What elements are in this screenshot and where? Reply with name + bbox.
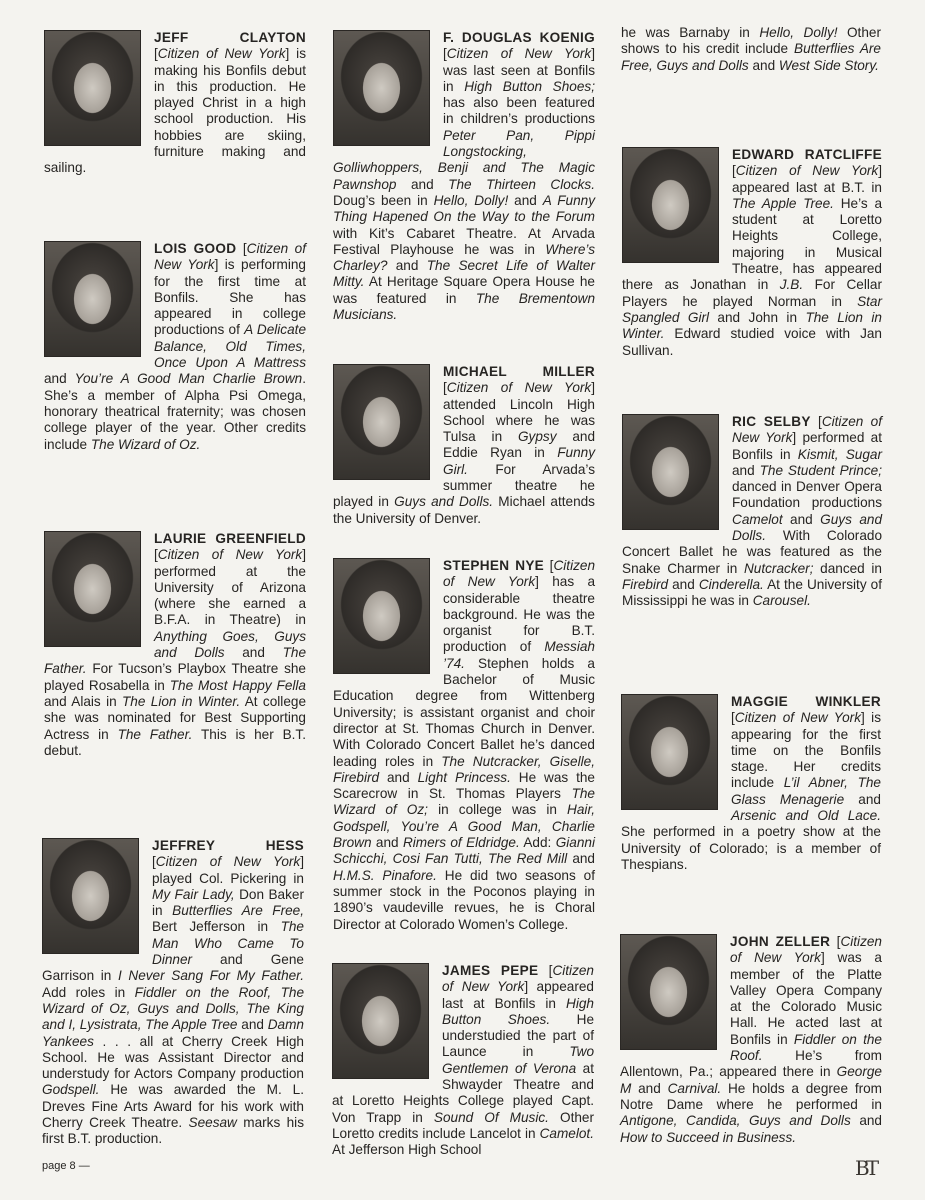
title-italic: Butterflies Are Free, Guys and Dolls [621,41,881,73]
bio-segment: Add: [519,835,556,851]
bio-segment: at Shwayder Theatre and at Loretto Heights College played Capt. Von Trapp in [332,1060,594,1125]
bio-segment: ] is appearing for the first time on the Bonfils stage. Her credits include [731,710,882,791]
bio-segment: He holds a degree from Notre Dame where he performed in [620,1080,883,1112]
bio-segment: [ [818,414,822,429]
title-italic: Kismit, Sugar [797,446,882,462]
actor-name: STEPHEN NYE [443,558,545,573]
bio-segment: [ [836,934,841,949]
bio-segment: He did two seasons of summer stock in the Poconos playing in 1890’s vaudeville revues, he is Choral Director at Colorado Women’s College. [333,867,595,932]
bio-segment: and Alais in [44,693,122,709]
bio-segment: ] has a considerable theatre background. He was the organist for B.T. production of [443,574,596,655]
bio-segment: ] is making his Bonfils debut in this production. He played Christ in a high school production. His hobbies are skiing, furniture making and sailing. [44,46,307,176]
bio-segment: Edward studied voice with Jan Sullivan. [622,326,882,358]
bio-segment: and [732,462,760,478]
bio-segment: and [668,576,699,592]
title-italic: Rimers of Eldridge. [402,835,520,851]
title-italic: Light Princess. [417,769,511,785]
headshot-photo [621,694,718,810]
title-italic: Carnival. [667,1080,722,1096]
title-italic: Godspell. [42,1082,100,1098]
bio-segment: She performed in a poetry show at the University of Colorado; is a member of Thespians. [621,824,881,872]
bio-segment: ] appeared last at B.T. in [732,163,882,195]
title-italic: I Never Sang For My Father. [117,968,304,984]
cast-bio [622,414,882,610]
headshot-photo [44,30,141,146]
title-italic: West Side Story. [778,57,879,73]
bio-segment: and [44,371,75,387]
bio-segment: [ [242,241,247,256]
bio-segment: He’s a student at Loretto Heights College, majoring in Musical Theatre, has appeared there as Jonathan in [622,195,882,293]
bio-segment: . She’s a member of Alpha Psi Omega, honorary theatrical fraternity; was chosen college player of the year. Other credits include [44,371,306,452]
bio-segment: in college was in [427,802,568,818]
cast-bio [44,241,306,453]
bio-segment: with Kit’s Cabaret Theatre. At Arvada Festival Playhouse he was in [333,225,595,257]
bio-segment: and Eddie Ryan in [443,429,595,461]
bio-segment: and [379,769,418,785]
title-italic: Sound Of Music. [433,1109,549,1125]
title-italic: Guys and Dolls. [732,511,883,544]
bio-segment: ] played Col. Pickering in [152,854,304,886]
cast-bio [620,934,882,1146]
cast-bio [42,838,304,1148]
bio-segment: [ [443,380,447,396]
cast-bio [44,30,306,177]
title-italic: The Wizard of Oz. [90,436,201,452]
title-italic: Firebird [622,576,669,592]
title-italic: High Button Shoes; [464,78,596,94]
bio-segment: ] was last seen at Bonfils in [443,46,595,94]
bio-segment: Other shows to his credit include [621,25,881,57]
bio-segment: and [396,176,449,192]
actor-name: RIC SELBY [732,414,811,429]
bt-logo: BT [855,1156,876,1180]
title-italic: Star Spangled Girl [622,293,882,325]
bio-segment: At Jefferson High School [332,1142,482,1158]
bio-segment: At college she was nominated for Best Supporting Actress in [44,693,307,742]
title-italic: Citizen of New York [157,46,286,62]
title-italic: A Funny Thing Hapened On the Way to the Forum [333,192,595,225]
title-italic: Hello, Dolly! [433,192,509,208]
bio-segment: [ [549,558,554,573]
title-italic: Citizen of New York [157,547,303,563]
cast-bio [44,531,306,759]
actor-name: JAMES PEPE [442,963,539,978]
headshot-photo [44,531,141,647]
bio-segment: ] appeared last at Bonfils in [442,979,594,1011]
bio-segment: ] is performing for the first time at Bonfils. She has appeared in college productions of [154,257,306,338]
bio-segment: and [387,258,427,274]
cast-bio [333,30,595,323]
title-italic: L’il Abner, The Glass Menagerie [731,775,881,807]
title-italic: Gianni Schicchi, Cosi Fan Tutti, The Red Mill [333,835,595,867]
actor-name: MAGGIE WINKLER [731,694,881,709]
headshot-photo [44,241,141,357]
title-italic: Cinderella. [698,576,764,592]
bio-segment: and John in [709,309,806,325]
bio-segment: and [508,192,543,208]
bio-segment: and [371,835,403,851]
title-italic: Citizen of New York [732,414,882,446]
actor-name: EDWARD RATCLIFFE [732,147,882,162]
cast-bio [332,963,594,1159]
title-italic: Citizen of New York [734,710,862,726]
headshot-photo [333,30,430,146]
cast-bio [333,558,595,933]
title-italic: Funny Girl. [443,445,595,477]
title-italic: Two Gentlemen of Verona [442,1044,594,1076]
bio-segment: Stephen holds a Bachelor of Music Education degree from Wittenberg University; is assistant organist and choir director at St. Thomas Church in Denver. With Colorado Concert Ballet he’s danced leading roles in [333,655,595,769]
headshot-photo [620,934,717,1050]
bio-segment: For Tucson’s Playbox Theatre she played Rosabella in [44,661,306,693]
title-italic: H.M.S. Pinafore. [333,867,437,883]
actor-name: JEFF CLAYTON [154,30,306,45]
title-italic: The Secret Life of Walter Mitty. [333,258,596,290]
bio-segment: Add roles in [42,984,135,1000]
bio-segment: and [850,1113,882,1129]
title-italic: Where’s Charley? [333,241,595,274]
title-italic: Messiah ’74. [443,639,595,671]
bio-segment: and [567,851,595,867]
page-number: page 8 — [42,1160,90,1172]
bio-segment: He was the Scarecrow in St. Thomas Players [333,769,595,802]
title-italic: Damn Yankees [42,1017,304,1049]
bio-segment: ] performed at the University of Arizona (where she earned a B.F.A. in Theatre) in [154,547,306,628]
title-italic: Citizen of New York [154,241,306,273]
bio-segment: [ [154,46,158,62]
bio-text [621,25,881,74]
bio-segment: Bert Jefferson in [152,919,281,935]
bio-segment: and [844,791,881,807]
title-italic: You’re A Good Man Charlie Brown [74,371,303,387]
title-italic: The Father. [44,645,307,677]
title-italic: The Nutcracker, Giselle, Firebird [333,753,595,785]
actor-name: JOHN ZELLER [730,934,831,949]
headshot-photo [332,963,429,1079]
actor-name: MICHAEL MILLER [443,364,595,379]
cast-bio [621,694,881,873]
cast-bio [622,147,882,359]
title-italic: Citizen of New York [442,963,594,995]
title-italic: J.B. [779,277,804,293]
title-italic: Peter Pan, Pippi Longstocking, Golliwhoppers, Benji and The Magic Pawnshop [333,127,595,192]
bio-segment: This is her B.T. debut. [44,726,306,758]
bio-segment: and [782,511,821,527]
title-italic: Fiddler on the Roof. [730,1031,882,1064]
title-italic: The Student Prince; [759,462,882,478]
bio-segment: Other Loretto credits include Lancelot in [332,1109,594,1141]
title-italic: Camelot [732,511,783,527]
title-italic: Hello, Dolly! [759,25,838,40]
title-italic: Citizen of New York [155,854,301,870]
title-italic: Citizen of New York [735,163,879,179]
bio-segment: marks his first B.T. production. [42,1115,304,1147]
title-italic: Nutcracker; [743,560,814,576]
bio-segment: At the University of Mississippi he was in [622,576,882,609]
title-italic: A Delicate Balance, Old Times, Once Upon A Mattress [154,322,307,371]
headshot-photo [333,558,430,674]
bio-segment: [ [548,963,553,978]
actor-name: F. DOUGLAS KOENIG [443,30,595,45]
title-italic: My Fair Lady, [152,886,235,902]
bio-segment: and [237,1017,268,1033]
bio-segment: Michael attends the University of Denver. [333,494,595,526]
bio-segment: For Arvada’s summer theatre he played in [333,461,595,510]
bio-segment: At Heritage Square Opera House he was featured in [333,274,595,306]
bio-segment: danced in [813,560,882,576]
bio-segment: [ [154,547,158,563]
bio-segment: danced in Denver Opera Foundation productions [732,479,882,511]
actor-name: LAURIE GREENFIELD [154,531,306,546]
title-italic: The Apple Tree. [732,195,834,211]
title-italic: Guys and Dolls. [394,494,494,510]
title-italic: How to Succeed in Business. [620,1129,797,1145]
title-italic: High Button Shoes. [442,995,594,1027]
bio-segment: and [224,645,283,661]
bio-segment: and [748,57,779,73]
title-italic: Fiddler on the Roof, The Wizard of Oz, Guys and Dolls, The King and I, Lysistrata, The Apple Tree [42,984,304,1033]
title-italic: Anything Goes, Guys and Dolls [154,628,306,661]
title-italic: Camelot. [539,1125,594,1141]
title-italic: The Wizard of Oz; [333,786,595,818]
bio-segment: [ [443,46,447,62]
bio-segment: With Colorado Concert Ballet he was featured as the Snake Charmer in [622,528,882,576]
bio-segment: and Gene Garrison in [42,952,304,984]
bio-segment: . . . all at Cherry Creek High School. He was Assistant Director and understudy for Actors Company production [42,1033,304,1082]
title-italic: The Most Happy Fella [169,677,306,693]
headshot-photo [622,414,719,530]
title-italic: Citizen of New York [446,380,592,396]
title-italic: The Brementown Musicians. [333,290,596,323]
title-italic: Gypsy [517,429,557,445]
bio-segment: and [631,1080,668,1096]
bio-segment: Don Baker in [152,886,304,919]
title-italic: The Man Who Came To Dinner [152,919,304,968]
headshot-photo [333,364,430,480]
bio-segment: He was awarded the M. L. Dreves Fine Arts Award for his work with Cherry Creek Theatre. [42,1082,304,1131]
title-italic: Citizen of New York [446,46,592,62]
title-italic: Carousel. [752,593,811,609]
bio-segment: He understudied the part of Launce in [442,1011,594,1060]
title-italic: Arsenic and Old Lace. [731,808,881,824]
title-italic: Hair, Godspell, You’re A Good Man, Charlie Brown [333,802,595,851]
cast-bio-continuation [621,25,881,74]
title-italic: Seesaw [188,1115,237,1131]
title-italic: The Father. [117,726,193,742]
bio-segment: [ [732,163,736,179]
title-italic: The Thirteen Clocks. [448,176,595,192]
title-italic: The Lion in Winter. [122,693,241,709]
title-italic: Butterflies Are Free, [172,903,305,919]
cast-bio [333,364,595,527]
bio-segment: [ [731,710,735,726]
title-italic: Citizen of New York [730,934,882,966]
bio-segment: ] performed at Bonfils in [732,430,882,462]
bio-segment: ] was a member of the Platte Valley Opera Company at the Colorado Music Hall. He acted last at Bonfils in [730,950,882,1047]
bio-segment: has also been featured in children’s productions [443,95,595,127]
headshot-photo [42,838,139,954]
bio-segment: Doug’s been in [333,192,434,208]
bio-segment: For Cellar Players he played Norman in [622,277,882,309]
actor-name: JEFFREY HESS [152,838,304,853]
title-italic: The Lion in Winter. [622,309,882,342]
bio-segment: he was Barnaby in [621,25,760,40]
actor-name: LOIS GOOD [154,241,237,256]
title-italic: Antigone, Candida, Guys and Dolls [620,1113,851,1129]
title-italic: Citizen of New York [443,558,596,590]
headshot-photo [622,147,719,263]
bio-segment: He’s from Allentown, Pa.; appeared there in [620,1048,882,1080]
bio-segment: ] attended Lincoln High School where he was Tulsa in [443,380,595,445]
bio-segment: [ [152,854,156,870]
title-italic: George M [620,1064,882,1096]
